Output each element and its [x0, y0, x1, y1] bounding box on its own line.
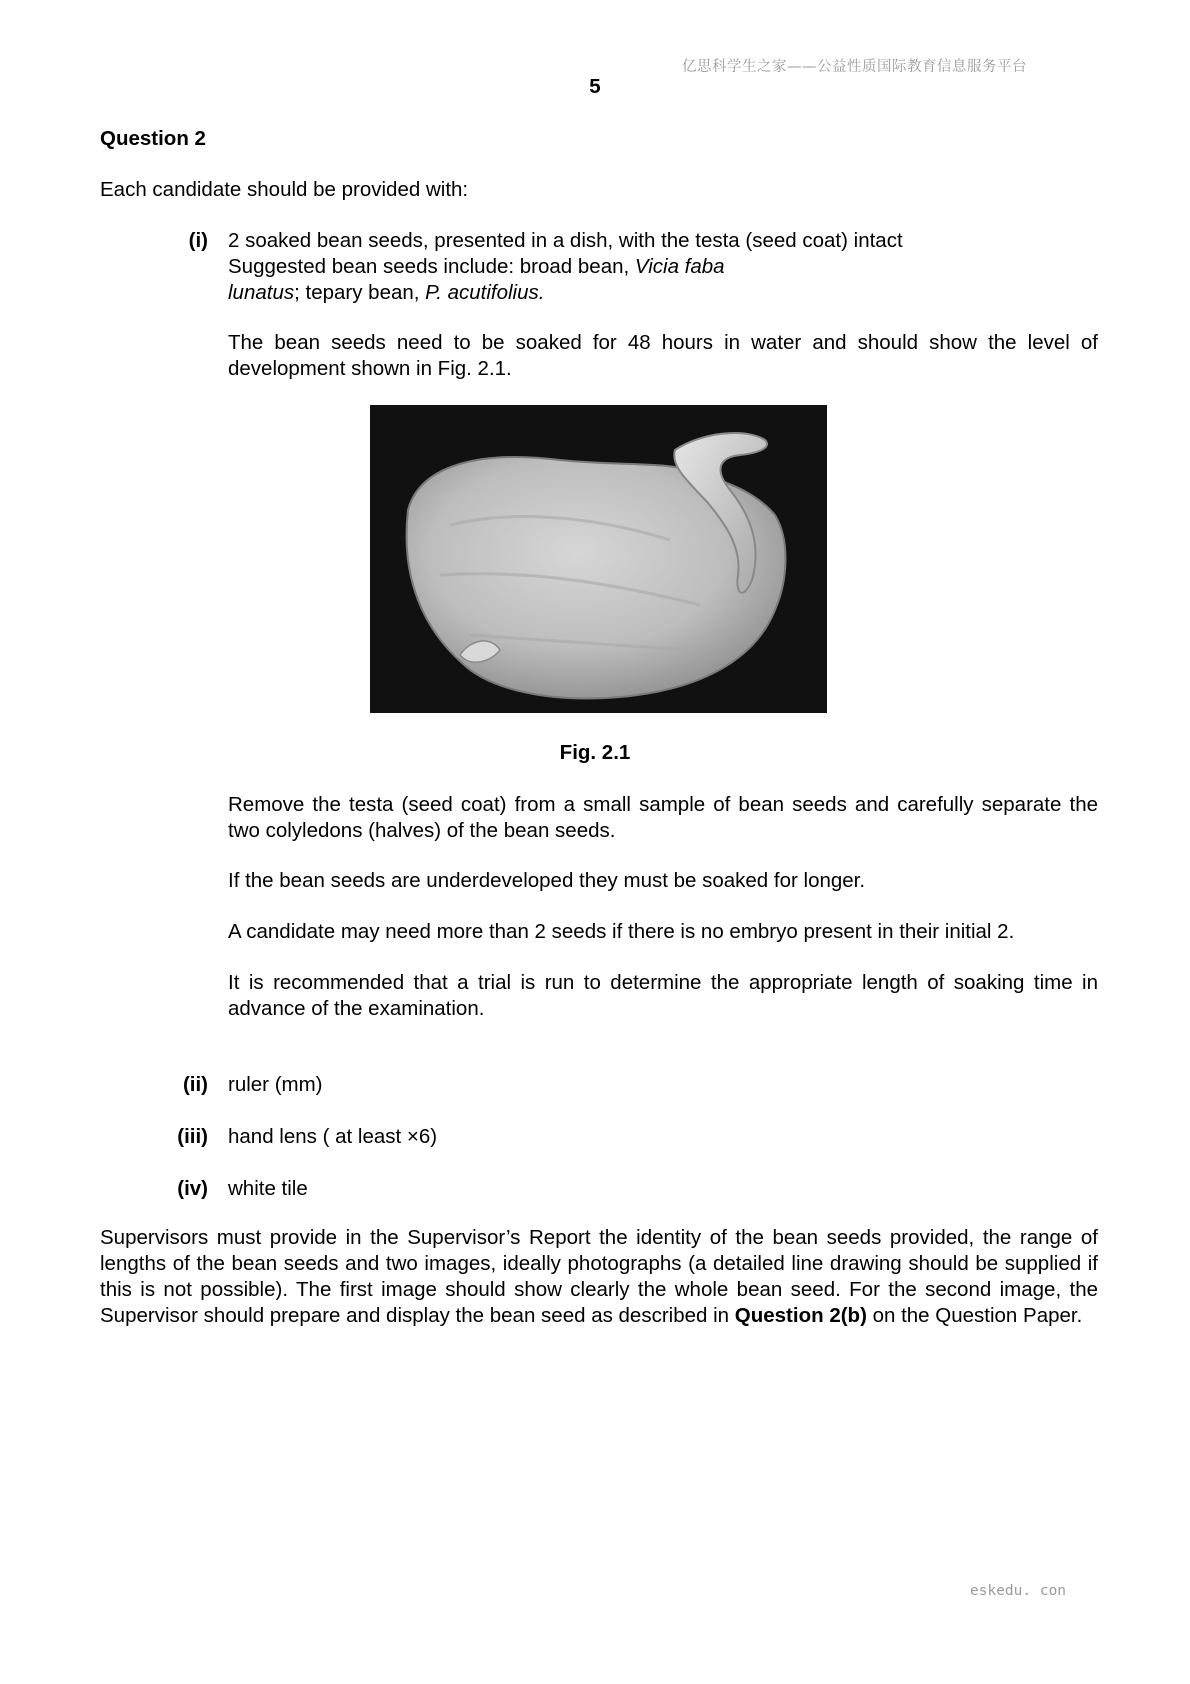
- species-vicia-faba: Vicia faba: [634, 255, 725, 278]
- page-number: 5: [589, 75, 601, 98]
- para-underdeveloped: If the bean seeds are underdeveloped they must be soaked for longer.: [228, 869, 866, 892]
- item-i-line2: [228, 254, 1098, 280]
- para-trial: It is recommended that a trial is run to determine the appropriate length of soaking time in advance of the examination.: [228, 971, 1098, 1020]
- question-title: Question 2: [100, 127, 206, 150]
- footer-watermark: eskedu. con: [970, 1583, 1067, 1599]
- para-remove-testa: Remove the testa (seed coat) from a small sample of bean seeds and carefully separate the two colyledons (halves) of the bean seeds.: [228, 793, 1098, 842]
- para-more-seeds: A candidate may need more than 2 seeds if there is no embryo present in their initial 2.: [228, 920, 1015, 943]
- item-i-line3: [228, 280, 1098, 306]
- item-i-line3-middle: ; tepary bean,: [294, 281, 426, 304]
- item-i-line2-prefix: Suggested bean seeds include: broad bean,: [228, 255, 635, 278]
- header-watermark: 亿思科学生之家——公益性质国际教育信息服务平台: [682, 59, 1027, 75]
- item-iv-text: white tile: [228, 1177, 308, 1200]
- item-i-text: [228, 228, 1098, 306]
- bean-seed-illustration: [370, 405, 827, 713]
- question-reference: Question 2(b): [734, 1304, 867, 1327]
- supervisor-text-end: on the Question Paper.: [866, 1304, 1083, 1327]
- item-iv-marker: (iv): [177, 1177, 208, 1200]
- question-intro: Each candidate should be provided with:: [100, 178, 469, 201]
- item-i-marker: (i): [188, 229, 208, 252]
- item-iii-marker: (iii): [177, 1125, 208, 1148]
- bean-seed-photo: [370, 405, 827, 713]
- supervisor-instructions: [100, 1225, 1098, 1329]
- species-lunatus: lunatus: [228, 281, 295, 304]
- para-soak: The bean seeds need to be soaked for 48 hours in water and should show the level of development shown in Fig. 2.1.: [228, 331, 1098, 380]
- item-iii-text: hand lens ( at least ×6): [228, 1125, 438, 1148]
- item-ii-text: ruler (mm): [228, 1073, 323, 1096]
- species-p-acutifolius: P. acutifolius.: [425, 281, 545, 304]
- figure-caption: Fig. 2.1: [559, 741, 631, 764]
- supervisor-text: Supervisors must provide in the Supervisor’s Report the identity of the bean seeds provided, the range of lengths of the bean seeds and two images, ideally photographs (a detailed line drawing should be supplied if this is not possible). The first image should show clearly the whole bean seed. For the second image, the Supervisor should prepare and display the bean seed as described in: [100, 1226, 1098, 1327]
- item-ii-marker: (ii): [182, 1073, 208, 1096]
- item-i-line1: 2 soaked bean seeds, presented in a dish, with the testa (seed coat) intact: [228, 229, 903, 252]
